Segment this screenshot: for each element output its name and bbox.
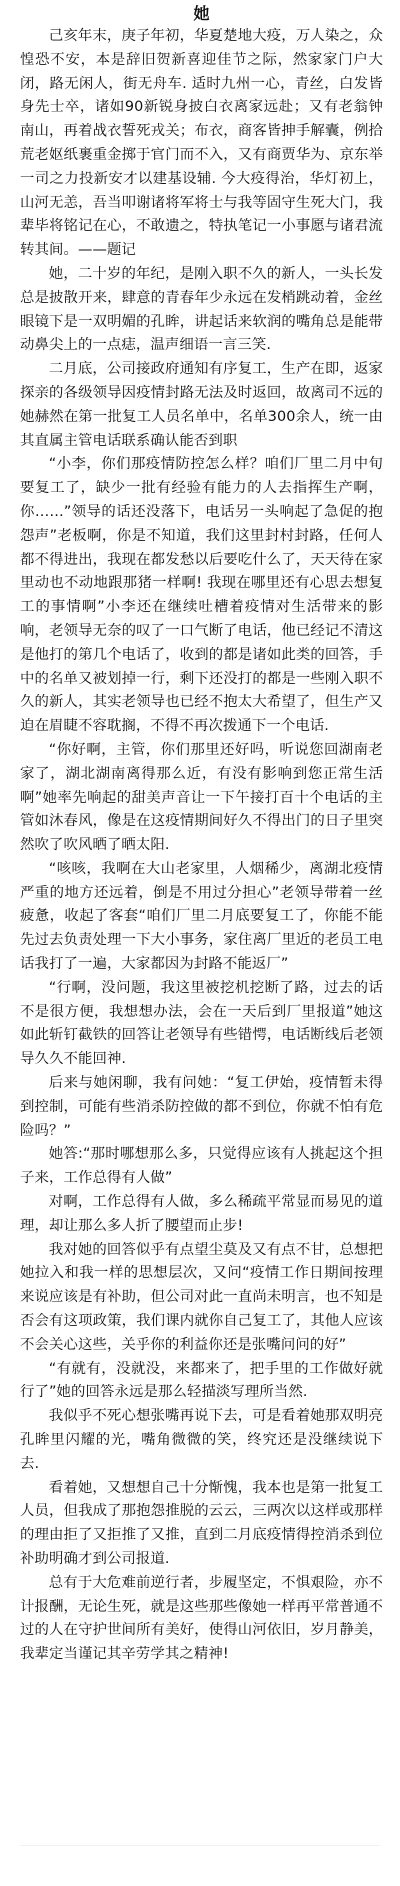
- article-title: 她: [193, 4, 210, 23]
- paragraph: “小李，你们那疫情防控怎么样？咱们厂里二月中旬要复工了，缺少一批有经验有能力的人去指挥生产啊，你……”领导的话还没落下，电话另一头响起了急促的抱怨声”老板啊，你是不知道，我们这里封村封路，任何人都不得进出，我现在都发愁以后要吃什么了，天天待在家里动也不动地跟那猪一样啊! 我现在哪里还有心思去想复工的事情啊”小李还在继续吐槽着疫情对生活带来的影响，老领导无奈的叹了一口气断了电话，他已经记不清这是他打的第几个电话了，收到的都是诸如此类的回答，手中的名单又被划掉一行，剩下还没打的都是一些刚入职不久的新人，其实老领导也已经不抱太大希望了，但生产又迫在眉睫不容耽搁，不得不再次拨通下一个电话.: [20, 456, 383, 735]
- closing-paragraph: 总有于大危难前逆行者，步履坚定，不惧艰险，亦不计报酬，无论生死，就是这些那些像她一样再平常普通不过的人在守护世间所有美好，使得山河依旧，岁月静美，我辈定当谨记其辛劳学其之精神!: [20, 1574, 383, 1663]
- bottom-divider: [20, 1845, 380, 1846]
- paragraph: 后来与她闲聊，我有问她：“复工伊始，疫情暂未得到控制，可能有些消杀防控做的都不到位，你就不怕有危险吗？”: [20, 1075, 383, 1139]
- paragraph: “有就有，没就没，来都来了，把手里的工作做好就行了”她的回答永远是那么轻描淡写理所当然.: [20, 1360, 383, 1401]
- paragraph: 看着她，又想想自己十分惭愧，我本也是第一批复工人员，但我成了那抱怨推脱的云云，三两次以这样或那样的理由拒了又拒推了又推，直到二月底疫情得控消杀到位补助明确才到公司报道.: [20, 1479, 383, 1567]
- paragraph: 我似乎不死心想张嘴再说下去，可是看着她那双明亮孔眸里闪耀的光，嘴角微微的笑，终究还是没继续说下去.: [20, 1408, 383, 1472]
- epigraph-paragraph: 己亥年末，庚子年初，华夏楚地大疫，万人染之，众惶恐不安，本是辞旧贺新喜迎佳节之际，然家家门户大闭，路无闲人，街无舟车. 适时九州一心，青丝，白发皆身先士卒，诸如90新锐身披白衣离家远赴；又有老翁钟南山，再着战衣誓死戎关；布衣，商客皆抻手解囊，例拾荒老妪纸裹重金掷于官门而不入，又有商贾华为、京东举一司之力投新安才以建基设辅. 今大疫得治，华灯初上，山河无恙，吾当叩谢诸将军将士与我等固守生死大门，我辈毕将铭记在心，不敢遗之，特执笔记一小事愿与诸君流转其间。——题记: [20, 28, 383, 259]
- paragraph: “咳咳，我啊在大山老家里，人烟稀少，离湖北疫情严重的地方还远着，倒是不用过分担心”老领导带着一丝疲惫，收起了客套“咱们厂里二月底要复工了，你能不能先过去负责处理一下大小事务，家住离厂里近的老员工电话我打了一遍，大家都因为封路不能返厂”: [20, 860, 383, 973]
- article-body: [20, 25, 383, 1667]
- paragraph: 她，二十岁的年纪，是刚入职不久的新人，一头长发总是披散开来，肆意的青春年少永远在发梢跳动着，金丝眼镜下是一双明媚的孔眸，讲起话来软润的嘴角总是能带动鼻尖上的一点痣，温声细语一言三笑.: [20, 265, 383, 354]
- paragraph: 对啊，工作总得有人做，多么稀疏平常显而易见的道理，却让那么多人折了腰望而止步!: [20, 1194, 383, 1234]
- paragraph: “你好啊，主管，你们那里还好吗，听说您回湖南老家了，湖北湖南离得那么近，有没有影响到您正常生活啊”她率先响起的甜美声音让一下午接打百十个电话的主管如沐春风，像是在这疫情期间好久不得出门的日子里突然吹了吹风晒了晒太阳.: [20, 741, 383, 854]
- paragraph: “行啊，没问题，我这里被挖机挖断了路，过去的话不是很方便，我想想办法，会在一天后到厂里报道”她这如此斩钉截铁的回答让老领导有些错愕，电话断线后老领导久久不能回神.: [20, 979, 383, 1068]
- paragraph: 我对她的回答似乎有点望尘莫及又有点不甘，总想把她拉入和我一样的思想层次，又问“疫情工作日期间按理来说应该是有补助，但公司对此一直尚未明言，也不知是否会有这项政策，我们课内就你自己复工了，其他人应该不会关心这些，关乎你的利益你还是张嘴问问的好”: [20, 1241, 383, 1353]
- paragraph: 二月底，公司接政府通知有序复工，生产在即，返家探亲的各级领导因疫情封路无法及时返回，故离司不远的她赫然在第一批复工人员名单中，名单300余人，统一由其直属主管电话联系确认能否到职: [20, 361, 383, 449]
- paragraph: 她答:“那时哪想那么多，只觉得应该有人挑起这个担子来，工作总得有人做”: [20, 1146, 383, 1187]
